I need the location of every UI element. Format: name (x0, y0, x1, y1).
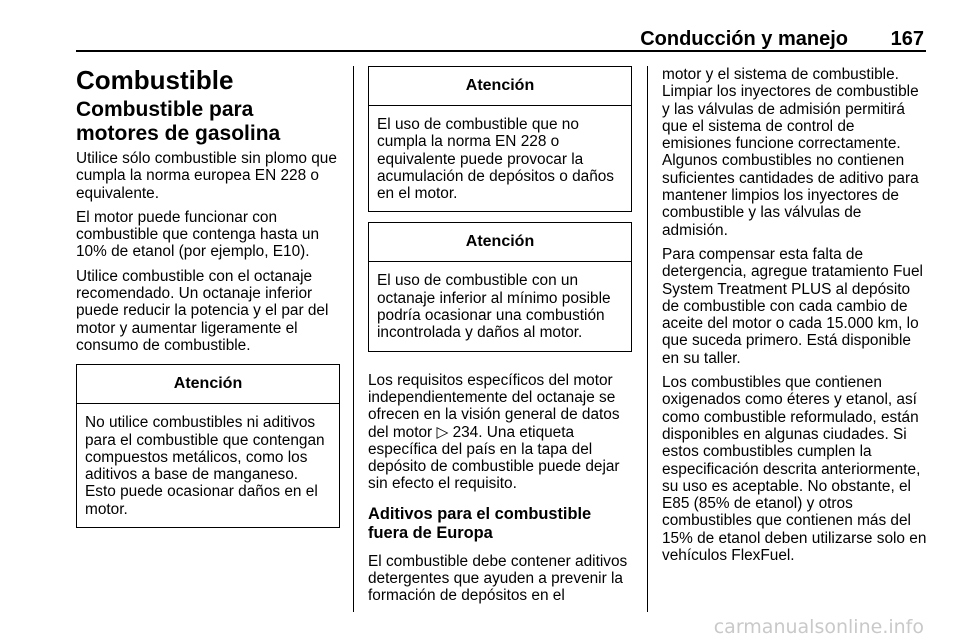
caution-box-title: Atención (77, 365, 339, 404)
paragraph: Para compensar esta falta de detergencia, agregue tratamiento Fuel System Treatment PLUS al depósito de combustible con cada cambio de aceite del motor o cada 15.000 km, lo que suceda primero. Está disponible en su taller. (662, 245, 923, 367)
caution-box (368, 66, 632, 212)
section-heading-gasoline: Combustible para motores de gasolina (76, 98, 281, 145)
paragraph: Los combustibles que contienen oxigenados como éteres y etanol, así como combustible reformulado, están disponibles en algunas ciudades. Si estos combustibles cumplen la especificación descrita anteriormente, su uso es aceptable. No obstante, el E85 (85% de etanol) y otros combustibles que contienen más del 15% de etanol deben utilizarse solo en vehículos FlexFuel. (662, 374, 927, 565)
caution-box-text: El uso de combustible con un octanaje inferior al mínimo posible podría ocasionar una combustión incontrolada y daños al motor. (377, 272, 611, 342)
paragraph: Utilice sólo combustible sin plomo que cumpla la norma europea EN 228 o equivalente. (76, 150, 337, 202)
caution-box-title: Atención (369, 223, 631, 262)
column-divider-1 (353, 66, 354, 612)
paragraph-text: . Una etiqueta específica del país en la tapa del depósito de combustible puede dejar sin efecto el requisito. (368, 423, 620, 493)
paragraph (368, 372, 632, 493)
column-3 (662, 66, 928, 571)
page-reference-link[interactable]: 234 (452, 423, 479, 441)
caution-box (76, 364, 340, 528)
section-heading-additives: Aditivos para el combustible fuera de Europa (368, 504, 592, 542)
column-divider-2 (647, 66, 648, 612)
caution-box (368, 222, 632, 351)
paragraph: Utilice combustible con el octanaje recomendado. Un octanaje inferior puede reducir la potencia y el par del motor y aumentar ligeramente el consumo de combustible. (76, 267, 329, 354)
page-heading: Combustible (76, 65, 234, 95)
header-rule (76, 50, 926, 52)
paragraph: motor y el sistema de combustible. Limpiar los inyectores de combustible y las válvulas de admisión permitirá que el sistema de control de emisiones funcione correctamente. Algunos combustibles no contienen suficientes cantidades de aditivo para mantener limpios los inyectores de combustible y las válvulas de admisión. (662, 66, 919, 239)
section-title: Conducción y manejo (640, 28, 848, 50)
page-number: 167 (890, 28, 924, 50)
caution-box-text: No utilice combustibles ni aditivos para el combustible que contengan compuestos metálicos, como los aditivos a base de manganeso. Esto puede ocasionar daños en el motor. (85, 414, 325, 518)
paragraph: El combustible debe contener aditivos detergentes que ayuden a prevenir la formación de depósitos en el (368, 552, 628, 605)
caution-box-text: El uso de combustible que no cumpla la norma EN 228 o equivalente puede provocar la acumulación de depósitos o daños en el motor. (377, 116, 615, 203)
caution-box-title: Atención (369, 67, 631, 106)
paragraph-text: Los requisitos específicos del motor independientemente del octanaje se ofrecen en la visión general de datos del motor (368, 371, 620, 441)
paragraph: El motor puede funcionar con combustible que contenga hasta un 10% de etanol (por ejemplo, E10). (76, 208, 320, 261)
watermark: carmanualsonline.info (713, 616, 924, 638)
column-2 (368, 66, 632, 612)
column-1 (76, 66, 340, 528)
page-reference-icon: ▷ (436, 423, 449, 441)
